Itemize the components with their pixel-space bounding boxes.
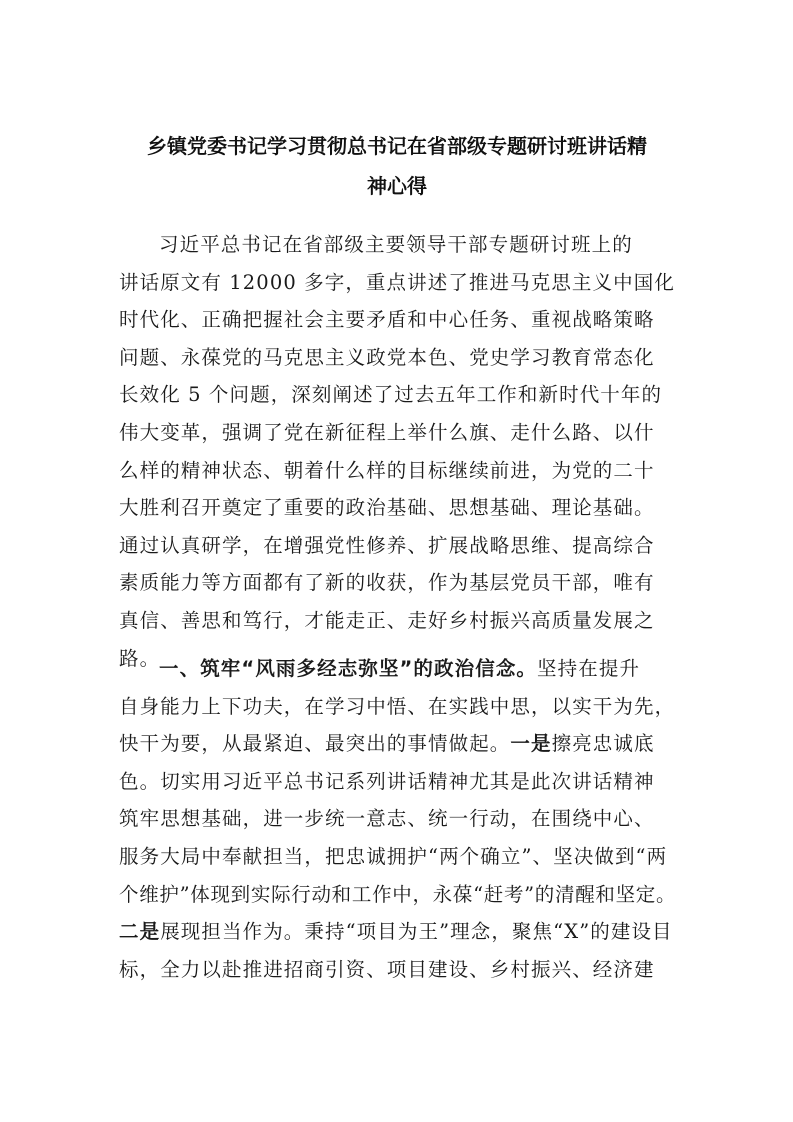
intro-paragraph [119,226,679,677]
paragraph-line [119,913,679,951]
section-one-paragraph [119,650,679,988]
document-title-line-2: 神心得 [367,174,427,198]
paragraph-text: 快干为要，从最紧迫、最突出的事情做起。 [119,732,511,756]
paragraph-line: 伟大变革，强调了党在新征程上举什么旗、走什么路、以什 [119,420,655,444]
paragraph-text: 展现担当作为。秉持“项目为王”理念，聚焦“X”的建设目 [160,920,673,944]
paragraph-line: 素质能力等方面都有了新的收获，作为基层党员干部，唯有 [119,571,655,595]
paragraph-line: 习近平总书记在省部级主要领导干部专题研讨班上的 [159,233,633,256]
point-marker-one: 一是 [510,732,552,756]
paragraph-line: 时代化、正确把握社会主要矛盾和中心任务、重视战略策略 [119,308,655,332]
paragraph-line: 自身能力上下功夫，在学习中悟、在实践中思，以实干为先， [119,694,676,718]
paragraph-line: 标，全力以赴推进招商引资、项目建设、乡村振兴、经济建 [119,957,655,981]
paragraph-line: 筑牢思想基础，进一步统一意志、统一行动，在围绕中心、 [119,807,655,831]
paragraph-line: 长效化 5 个问题，深刻阐述了过去五年工作和新时代十年的 [119,383,663,407]
document-title-line-1: 乡镇党委书记学习贯彻总书记在省部级专题研讨班讲话精 [147,134,647,158]
paragraph-line [119,725,679,763]
paragraph-line: 路。 [119,646,161,670]
point-marker-two: 二是 [119,920,161,944]
paragraph-text: 坚持在提升 [537,657,641,680]
paragraph-line: 服务大局中奉献担当，把忠诚拥护“两个确立”、坚决做到“两 [119,844,668,868]
paragraph-line: 真信、善思和笃行，才能走正、走好乡村振兴高质量发展之 [119,608,655,632]
paragraph-line: 大胜利召开奠定了重要的政治基础、思想基础、理论基础。 [119,496,655,520]
paragraph-line: 问题、永葆党的马克思主义政党本色、党史学习教育常态化 [119,345,655,369]
paragraph-line [119,650,679,688]
paragraph-line: 色。切实用习近平总书记系列讲话精神尤其是此次讲话精神 [119,769,655,793]
paragraph-line: 通过认真研学，在增强党性修养、扩展战略思维、提高综合 [119,533,655,557]
section-heading: 一、筑牢“风雨多经志弥坚”的政治信念。 [159,657,538,680]
paragraph-line: 么样的精神状态、朝着什么样的目标继续前进，为党的二十 [119,458,655,482]
paragraph-text: 擦亮忠诚底 [551,732,655,756]
paragraph-line: 讲话原文有 12000 多字，重点讲述了推进马克思主义中国化 [119,270,675,294]
paragraph-line: 个维护”体现到实际行动和工作中，永葆“赶考”的清醒和坚定。 [119,882,677,906]
